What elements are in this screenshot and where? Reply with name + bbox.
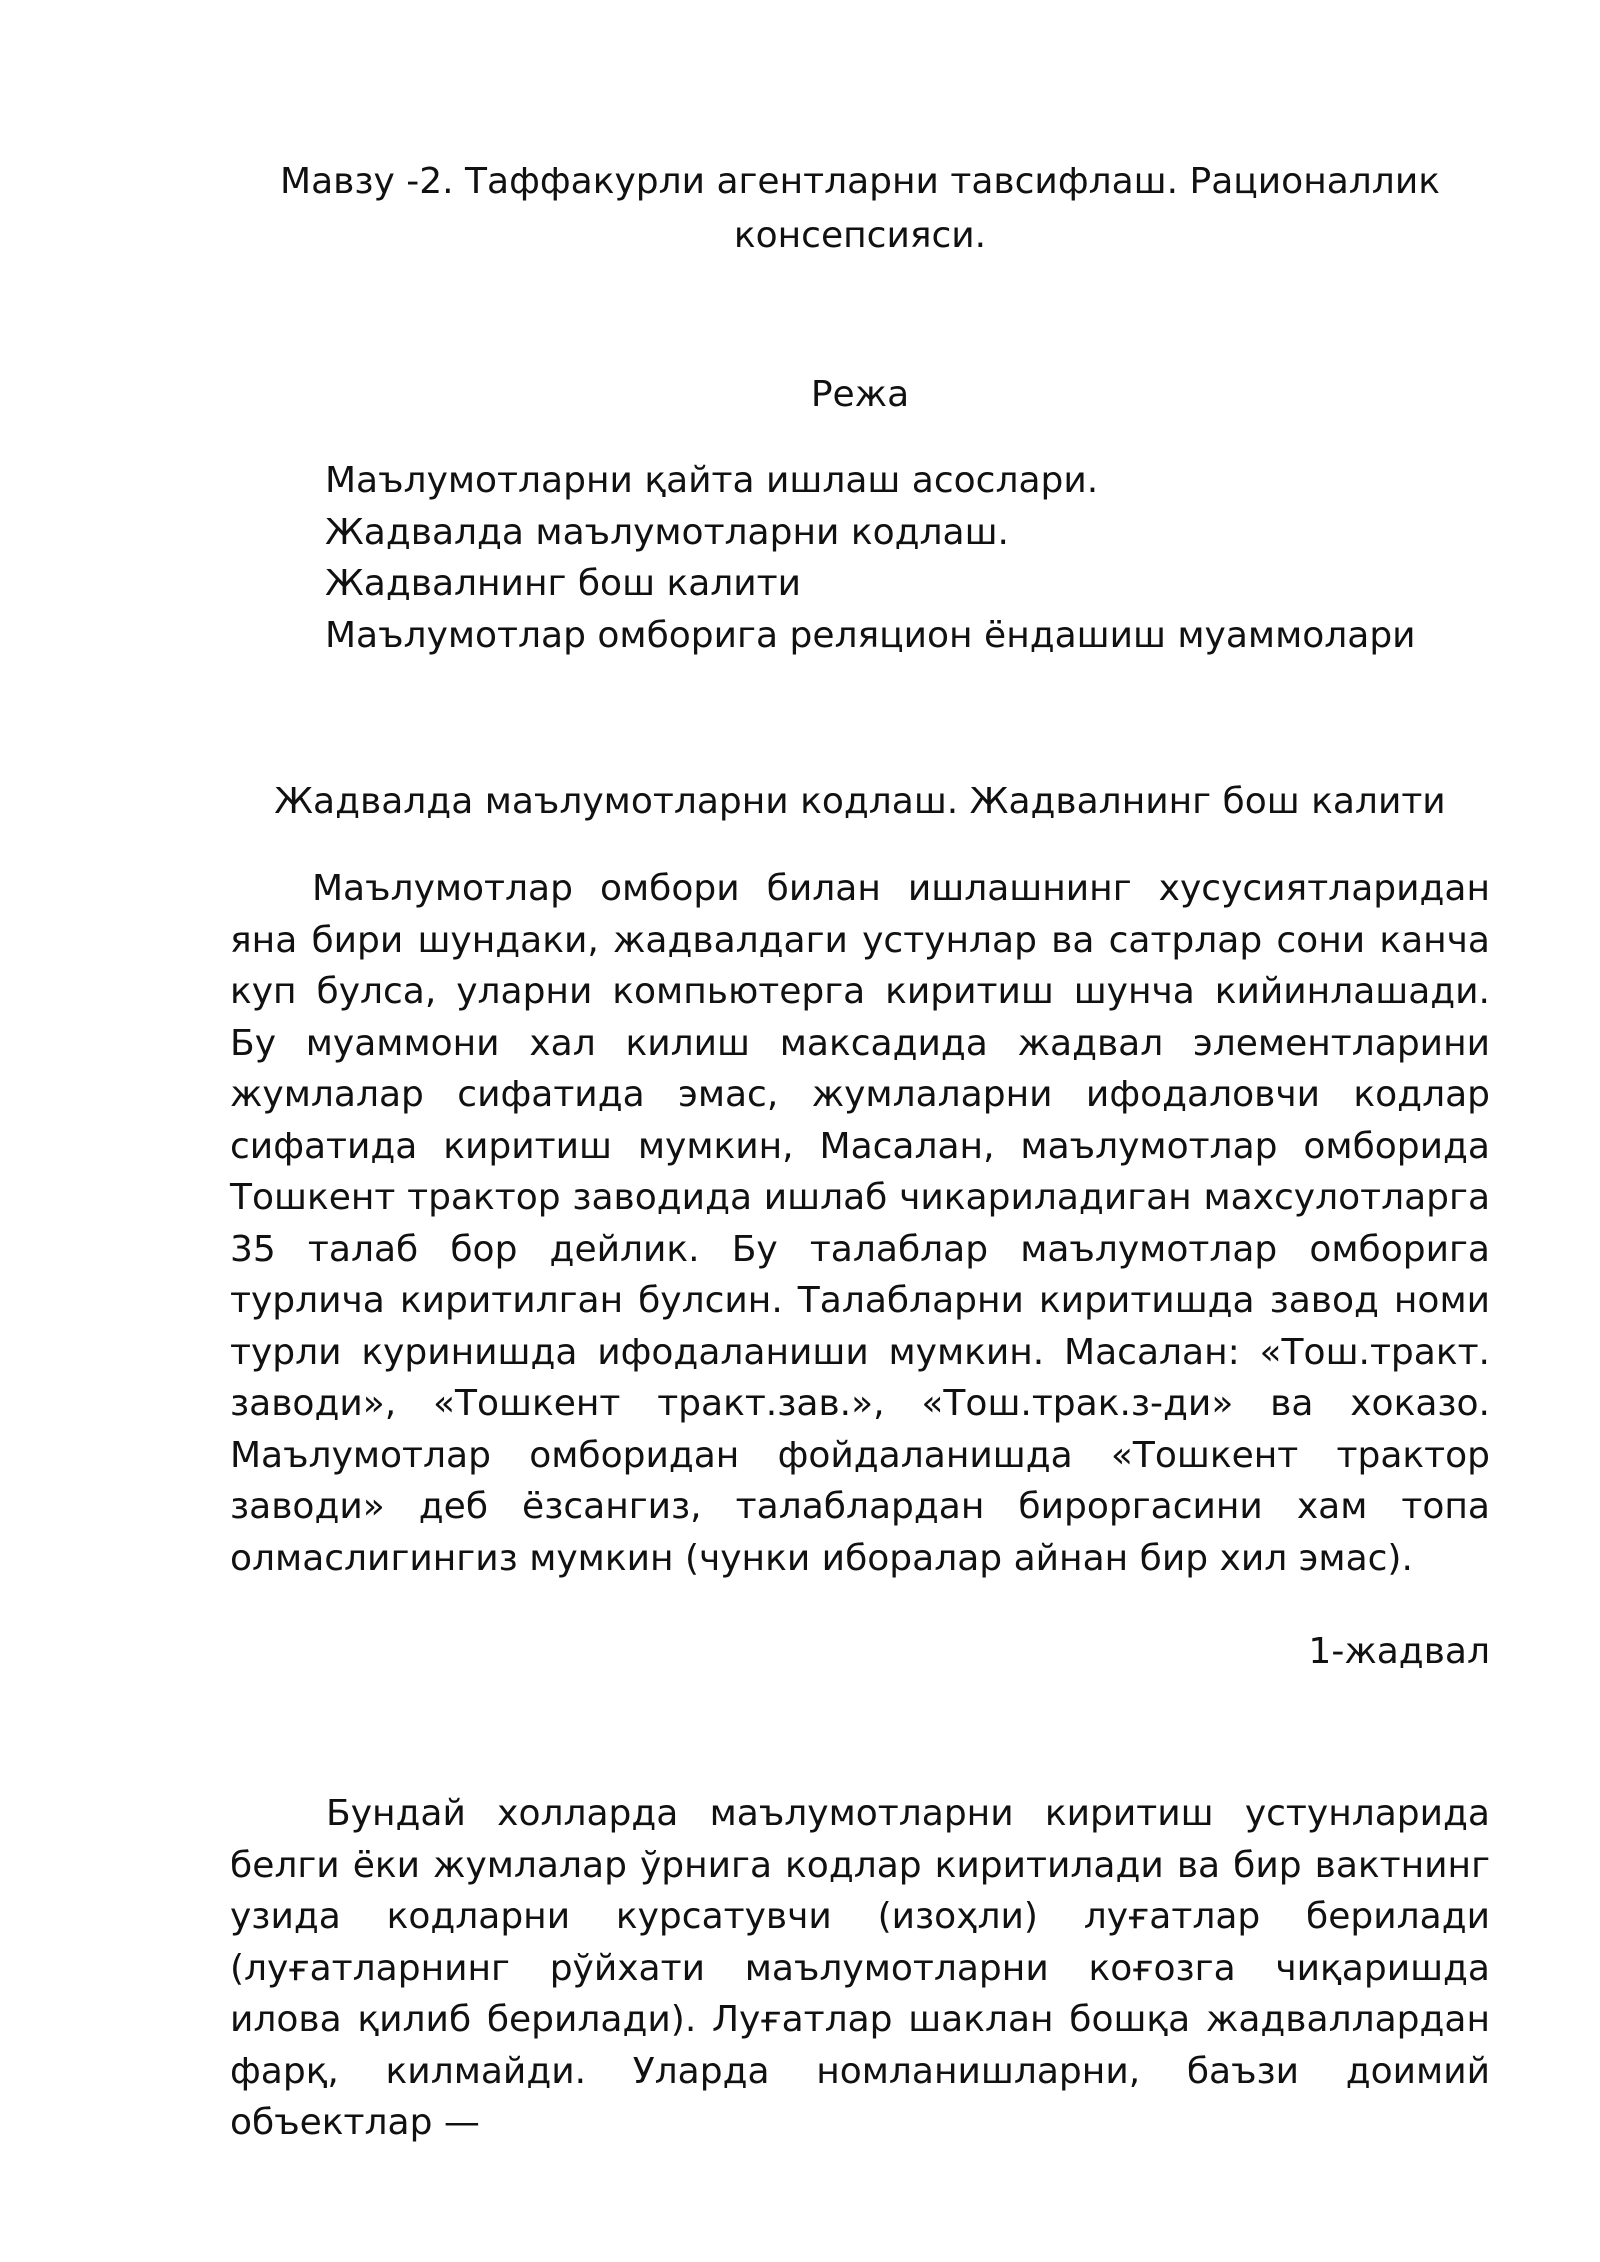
plan-item: Маълумотларни қайта ишлаш асослари.: [325, 460, 1099, 501]
body-paragraph: Маълумотлар омбори билан ишлашнинг хусусиятларидан яна бири шундаки, жадвалдаги устунлар ва сатрлар сони канча куп булса, уларни компьютерга киритиш шунча кийинлашади. Бу муаммони хал килиш максадида жадвал элементларини жумлалар сифатида эмас, жумлаларни ифодаловчи кодлар сифатида киритиш мумкин, Масалан, маълумотлар омборида Тошкент трактор заводида ишлаб чикариладиган махсулотларга 35 талаб бор дейлик. Бу талаблар маълумотлар омборига турлича киритилган булсин. Талабларни киритишда завод номи турли куринишда ифодаланиши мумкин. Масалан: «Тош.тракт. заводи», «Тошкент тракт.зав.», «Тош.трак.з-ди» ва хоказо. Маълумотлар омборидан фойдаланишда «Тошкент трактор заводи» деб ёзсангиз, талаблардан бироргасини хам топа олмаслигингиз мумкин (чунки иборалар айнан бир хил эмас).: [230, 868, 1490, 1579]
plan-item: Жадвалда маълумотларни кодлаш.: [325, 511, 1009, 553]
document-title: Мавзу -2. Таффакурли агентларни тавсифлаш. Рационаллик консепсияси.: [280, 161, 1440, 256]
plan-list: [325, 455, 1525, 661]
section-heading: Жадвалда маълумотларни кодлаш. Жадвалнинг бош калити: [274, 781, 1446, 822]
body-paragraph: Бундай холларда маълумотларни киритиш устунларида белги ёки жумлалар ўрнига кодлар киритилади ва бир вактнинг узида кодларни курсатувчи (изоҳли) луғатлар берилади (луғатларнинг рўйхати маълумотларни коғозга чиқаришда илова қилиб берилади). Луғатлар шаклан бошқа жадваллардан фарқ, килмайди. Уларда номланишларни, баъзи доимий объектлар —: [230, 1793, 1490, 2143]
table-caption: 1-жадвал: [1308, 1631, 1490, 1672]
plan-heading: Режа: [810, 374, 910, 415]
plan-item: Жадвалнинг бош калити: [325, 563, 802, 604]
plan-item: Маълумотлар омборига реляцион ёндашиш муаммолари: [325, 614, 1416, 656]
